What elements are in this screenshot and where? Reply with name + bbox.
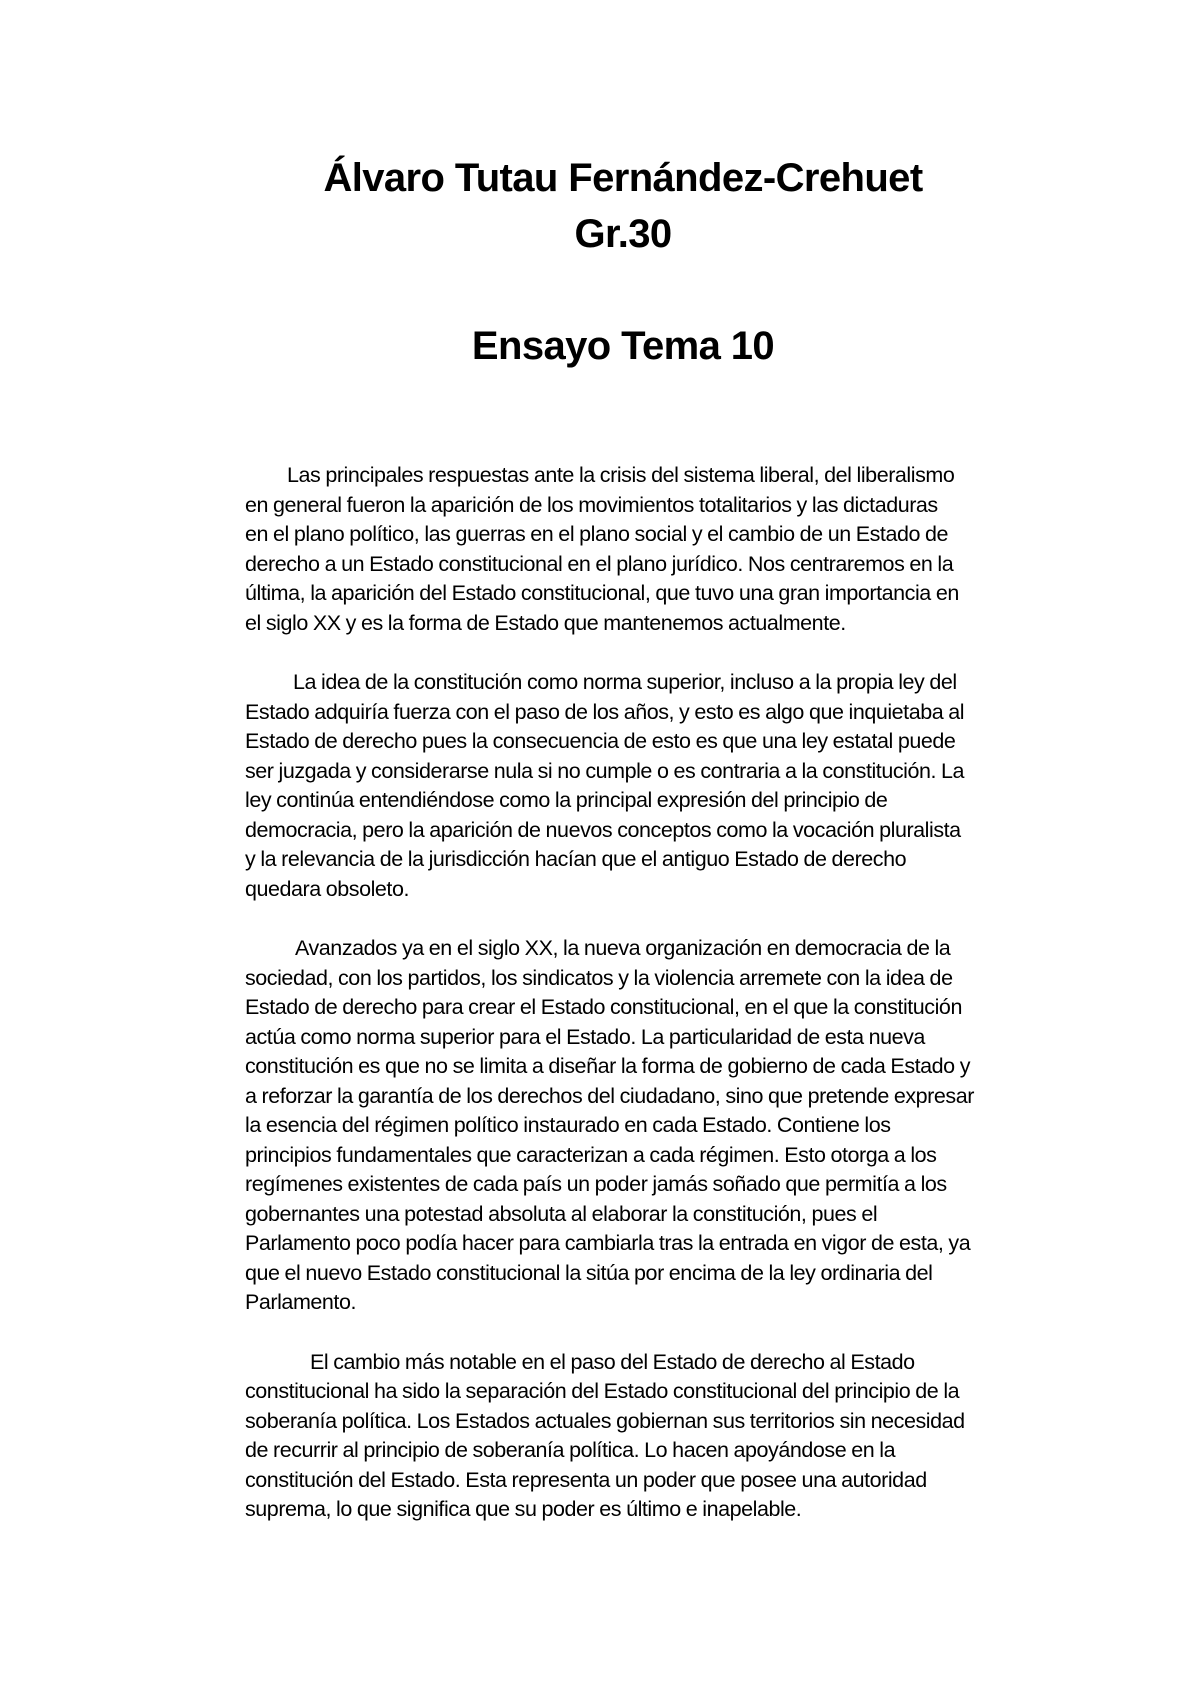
text-line: Estado de derecho pues la consecuencia de esto es que una ley estatal puede xyxy=(245,729,956,753)
document-body xyxy=(245,461,1035,1555)
paragraph-3 xyxy=(245,934,1035,1318)
paragraph-1 xyxy=(245,461,1035,638)
document-header xyxy=(0,150,1200,262)
group-label: Gr.30 xyxy=(574,212,672,256)
text-line: Parlamento. xyxy=(245,1290,356,1314)
text-line: ser juzgada y considerarse nula si no cumple o es contraria a la constitución. La xyxy=(245,758,965,783)
text-line: La idea de la constitución como norma superior, incluso a la propia ley del xyxy=(293,670,957,694)
text-line: gobernantes una potestad absoluta al elaborar la constitución, pues el xyxy=(245,1201,878,1226)
text-line: a reforzar la garantía de los derechos del ciudadano, sino que pretende expresar xyxy=(245,1083,974,1108)
text-line: de recurrir al principio de soberanía política. Lo hacen apoyándose en la xyxy=(245,1438,896,1462)
text-line: El cambio más notable en el paso del Estado de derecho al Estado xyxy=(310,1349,915,1374)
paragraph-4 xyxy=(245,1348,1035,1525)
text-line: y la relevancia de la jurisdicción hacían que el antiguo Estado de derecho xyxy=(245,847,907,871)
paragraph-2 xyxy=(245,668,1035,904)
text-line: Avanzados ya en el siglo XX, la nueva organización en democracia de la xyxy=(295,936,951,960)
text-line: la esencia del régimen político instaurado en cada Estado. Contiene los xyxy=(245,1113,891,1137)
essay-title: Ensayo Tema 10 xyxy=(471,324,775,368)
text-line: democracia, pero la aparición de nuevos conceptos como la vocación pluralista xyxy=(245,817,961,842)
text-line: constitucional ha sido la separación del Estado constitucional del principio de la xyxy=(245,1379,960,1403)
text-line: ley continúa entendiéndose como la principal expresión del principio de xyxy=(245,788,888,812)
author-name: Álvaro Tutau Fernández-Crehuet xyxy=(323,156,923,200)
text-line: regímenes existentes de cada país un poder jamás soñado que permitía a los xyxy=(245,1172,947,1196)
text-line: constitución del Estado. Esta representa un poder que posee una autoridad xyxy=(245,1467,927,1492)
text-line: derecho a un Estado constitucional en el plano jurídico. Nos centraremos en la xyxy=(245,551,954,576)
text-line: en general fueron la aparición de los movimientos totalitarios y las dictaduras xyxy=(245,492,938,517)
text-line: el siglo XX y es la forma de Estado que mantenemos actualmente. xyxy=(245,610,846,635)
text-line: constitución es que no se limita a diseñar la forma de gobierno de cada Estado y xyxy=(245,1054,970,1078)
text-line: sociedad, con los partidos, los sindicatos y la violencia arremete con la idea de xyxy=(245,965,953,990)
text-line: Parlamento poco podía hacer para cambiarla tras la entrada en vigor de esta, ya xyxy=(245,1231,971,1255)
text-line: quedara obsoleto. xyxy=(245,876,409,901)
text-line: suprema, lo que significa que su poder es último e inapelable. xyxy=(245,1497,802,1521)
text-line: soberanía política. Los Estados actuales gobiernan sus territorios sin necesidad xyxy=(245,1408,965,1433)
text-line: Estado adquiría fuerza con el paso de los años, y esto es algo que inquietaba al xyxy=(245,699,965,724)
text-line: Las principales respuestas ante la crisis del sistema liberal, del liberalismo xyxy=(287,463,955,487)
text-line: principios fundamentales que caracterizan a cada régimen. Esto otorga a los xyxy=(245,1142,937,1167)
text-line: Estado de derecho para crear el Estado constitucional, en el que la constitución xyxy=(245,995,962,1019)
text-line: actúa como norma superior para el Estado. La particularidad de esta nueva xyxy=(245,1024,925,1049)
text-line: en el plano político, las guerras en el plano social y el cambio de un Estado de xyxy=(245,522,948,546)
text-line: que el nuevo Estado constitucional la sitúa por encima de la ley ordinaria del xyxy=(245,1260,933,1285)
text-line: última, la aparición del Estado constitucional, que tuvo una gran importancia en xyxy=(245,581,959,605)
